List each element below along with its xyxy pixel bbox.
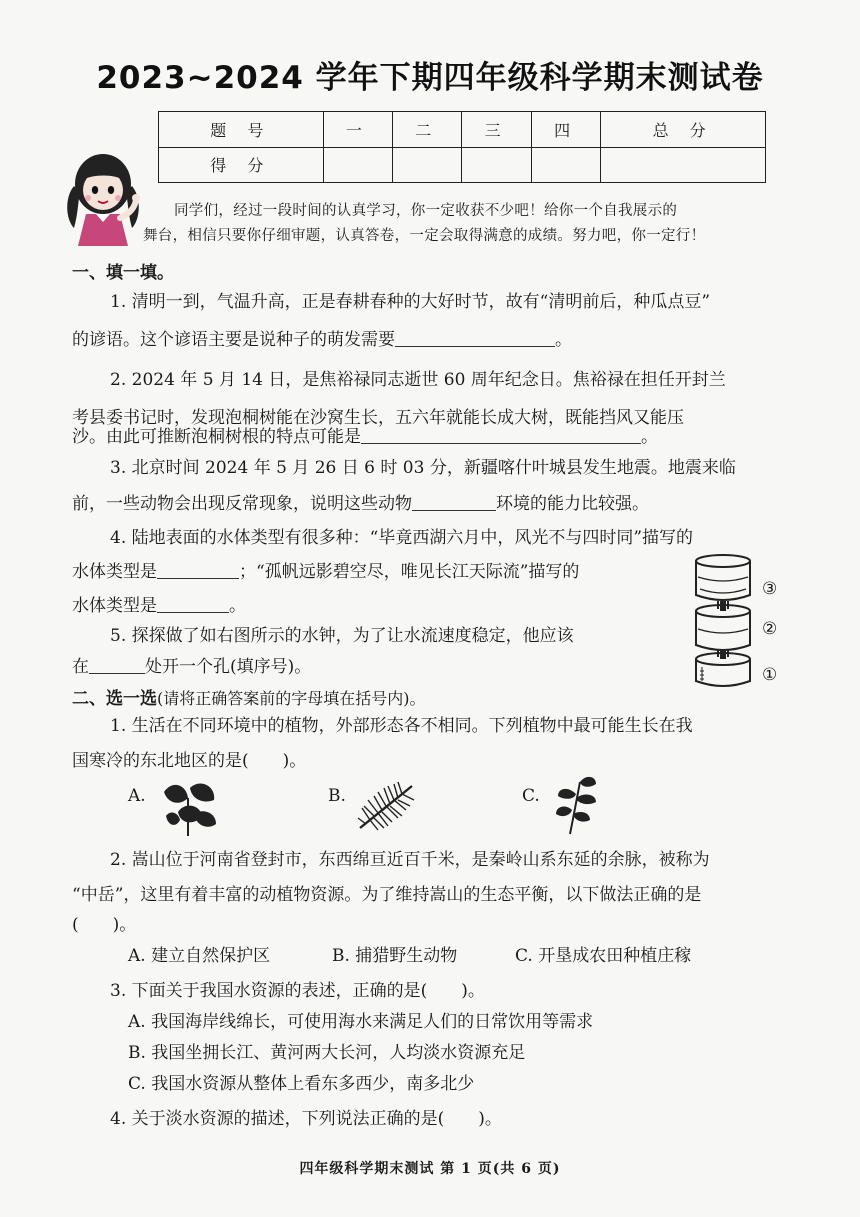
q2-line-2: 考县委书记时，发现泡桐树能在沙窝生长，五六年就能长成大树，既能挡风又能压 <box>72 408 684 428</box>
q3-line-2-text: 前，一些动物会出现反常现象，说明这些动物 <box>72 494 412 514</box>
score-header-4: 四 <box>531 112 600 148</box>
q4-answer-blank-2[interactable] <box>157 592 229 613</box>
sprig-plant-icon <box>550 774 602 836</box>
q2-line-3-end: 。 <box>641 427 658 447</box>
score-table-score-row <box>159 147 766 183</box>
section-2-heading-text: 二、选一选 <box>72 689 157 709</box>
mc-q3-line-1: 3. 下面关于我国水资源的表述，正确的是( )。 <box>110 981 485 1001</box>
q2-answer-blank[interactable] <box>361 423 641 444</box>
score-header-total: 总 分 <box>601 112 766 148</box>
cartoon-girl-icon <box>60 148 146 248</box>
mc-q3-option-b[interactable]: B. 我国坐拥长江、黄河两大长河，人均淡水资源充足 <box>128 1043 526 1063</box>
mc-q2-option-a[interactable]: A. 建立自然保护区 <box>128 946 271 966</box>
mc-q2-option-b[interactable]: B. 捕猎野生动物 <box>332 946 458 966</box>
clock-label-2: ② <box>762 619 778 639</box>
clock-label-1: ① <box>762 665 778 685</box>
q4-line-3-text: 水体类型是 <box>72 596 157 616</box>
q4-answer-blank-1[interactable] <box>157 558 239 579</box>
mc-q2-line-1: 2. 嵩山位于河南省登封市，东西绵亘近百千米，是秦岭山系东延的余脉，被称为 <box>110 850 710 870</box>
q4-line-2 <box>72 553 579 591</box>
mc-q3-option-a[interactable]: A. 我国海岸线绵长，可使用海水来满足人们的日常饮用等需求 <box>128 1012 594 1032</box>
intro-line-1: 同学们，经过一段时间的认真学习，你一定收获不少吧！给你一个自我展示的 <box>174 203 678 219</box>
mc-q1-option-a[interactable]: A. <box>128 786 146 806</box>
q5-line-2 <box>72 648 311 686</box>
mc-q1-option-c[interactable]: C. <box>522 786 540 806</box>
mc-q2-option-c[interactable]: C. 开垦成农田种植庄稼 <box>515 946 692 966</box>
page-footer: 四年级科学期末测试 第 1 页(共 6 页) <box>299 1161 561 1177</box>
score-table <box>158 111 766 183</box>
mc-q2-line-2: “中岳”，这里有着丰富的动植物资源。为了维持嵩山的生态平衡，以下做法正确的是 <box>72 885 702 905</box>
mc-q1-option-b[interactable]: B. <box>328 786 346 806</box>
q5-line-1: 5. 探探做了如右图所示的水钟，为了让水流速度稳定，他应该 <box>110 626 574 646</box>
score-cell-4[interactable] <box>531 147 600 183</box>
score-cell-2[interactable] <box>393 147 462 183</box>
intro-line-2: 舞台，相信只要你仔细审题，认真答卷，一定会取得满意的成绩。努力吧，你一定行！ <box>143 228 706 244</box>
q1-answer-blank[interactable] <box>395 326 555 347</box>
q3-line-2-end: 环境的能力比较强。 <box>496 494 649 514</box>
clock-label-3: ③ <box>762 579 778 599</box>
q4-line-2-text: 水体类型是 <box>72 562 157 582</box>
q1-line-2 <box>72 321 572 359</box>
score-header-2: 二 <box>393 112 462 148</box>
q2-line-3-text: 沙。由此可推断泡桐树根的特点可能是 <box>72 427 361 447</box>
section-1-heading: 一、填一填。 <box>72 263 174 283</box>
exam-title: 2023~2024 学年下期四年级科学期末测试卷 <box>96 60 764 96</box>
mc-q2-line-3: ( )。 <box>72 915 137 935</box>
score-header-1: 一 <box>323 112 392 148</box>
broadleaf-plant-icon <box>158 780 220 836</box>
q5-line-2-rest: 处开一个孔(填序号)。 <box>145 657 312 677</box>
score-cell-1[interactable] <box>323 147 392 183</box>
conifer-branch-icon <box>354 778 420 834</box>
score-cell-3[interactable] <box>462 147 531 183</box>
water-clock-icon <box>688 553 758 689</box>
q2-line-1: 2. 2024 年 5 月 14 日，是焦裕禄同志逝世 60 周年纪念日。焦裕禄在担任开封兰 <box>110 370 726 390</box>
q5-line-2-text: 在 <box>72 657 89 677</box>
q5-answer-blank[interactable] <box>89 653 145 674</box>
q4-line-2-rest: ；“孤帆远影碧空尽，唯见长江天际流”描写的 <box>239 562 580 582</box>
section-2-note: (请将正确答案前的字母填在括号内)。 <box>157 689 426 708</box>
q3-line-2 <box>72 485 649 523</box>
q3-answer-blank[interactable] <box>412 490 496 511</box>
score-cell-total[interactable] <box>601 147 766 183</box>
mc-q1-line-2: 国寒冷的东北地区的是( )。 <box>72 751 307 771</box>
mc-q3-option-c[interactable]: C. 我国水资源从整体上看东多西少，南多北少 <box>128 1074 475 1094</box>
score-header-3: 三 <box>462 112 531 148</box>
mc-q1-line-1: 1. 生活在不同环境中的植物，外部形态各不相同。下列植物中最可能生长在我 <box>110 716 693 736</box>
score-row-label: 得 分 <box>159 147 324 183</box>
q1-line-1: 1. 清明一到，气温升高，正是春耕春种的大好时节，故有“清明前后，种瓜点豆” <box>110 292 711 312</box>
q4-line-3-end: 。 <box>229 596 246 616</box>
q1-line-2-text: 的谚语。这个谚语主要是说种子的萌发需要 <box>72 330 395 350</box>
q3-line-1: 3. 北京时间 2024 年 5 月 26 日 6 时 03 分，新疆喀什叶城县发生地震。地震来临 <box>110 458 736 478</box>
section-2-heading <box>72 684 426 709</box>
mc-q4-line-1: 4. 关于淡水资源的描述，下列说法正确的是( )。 <box>110 1109 502 1129</box>
score-header-label: 题 号 <box>159 112 324 148</box>
score-table-header-row <box>159 112 766 148</box>
q1-line-2-end: 。 <box>555 330 572 350</box>
q4-line-1: 4. 陆地表面的水体类型有很多种：“毕竟西湖六月中，风光不与四时同”描写的 <box>110 528 694 548</box>
